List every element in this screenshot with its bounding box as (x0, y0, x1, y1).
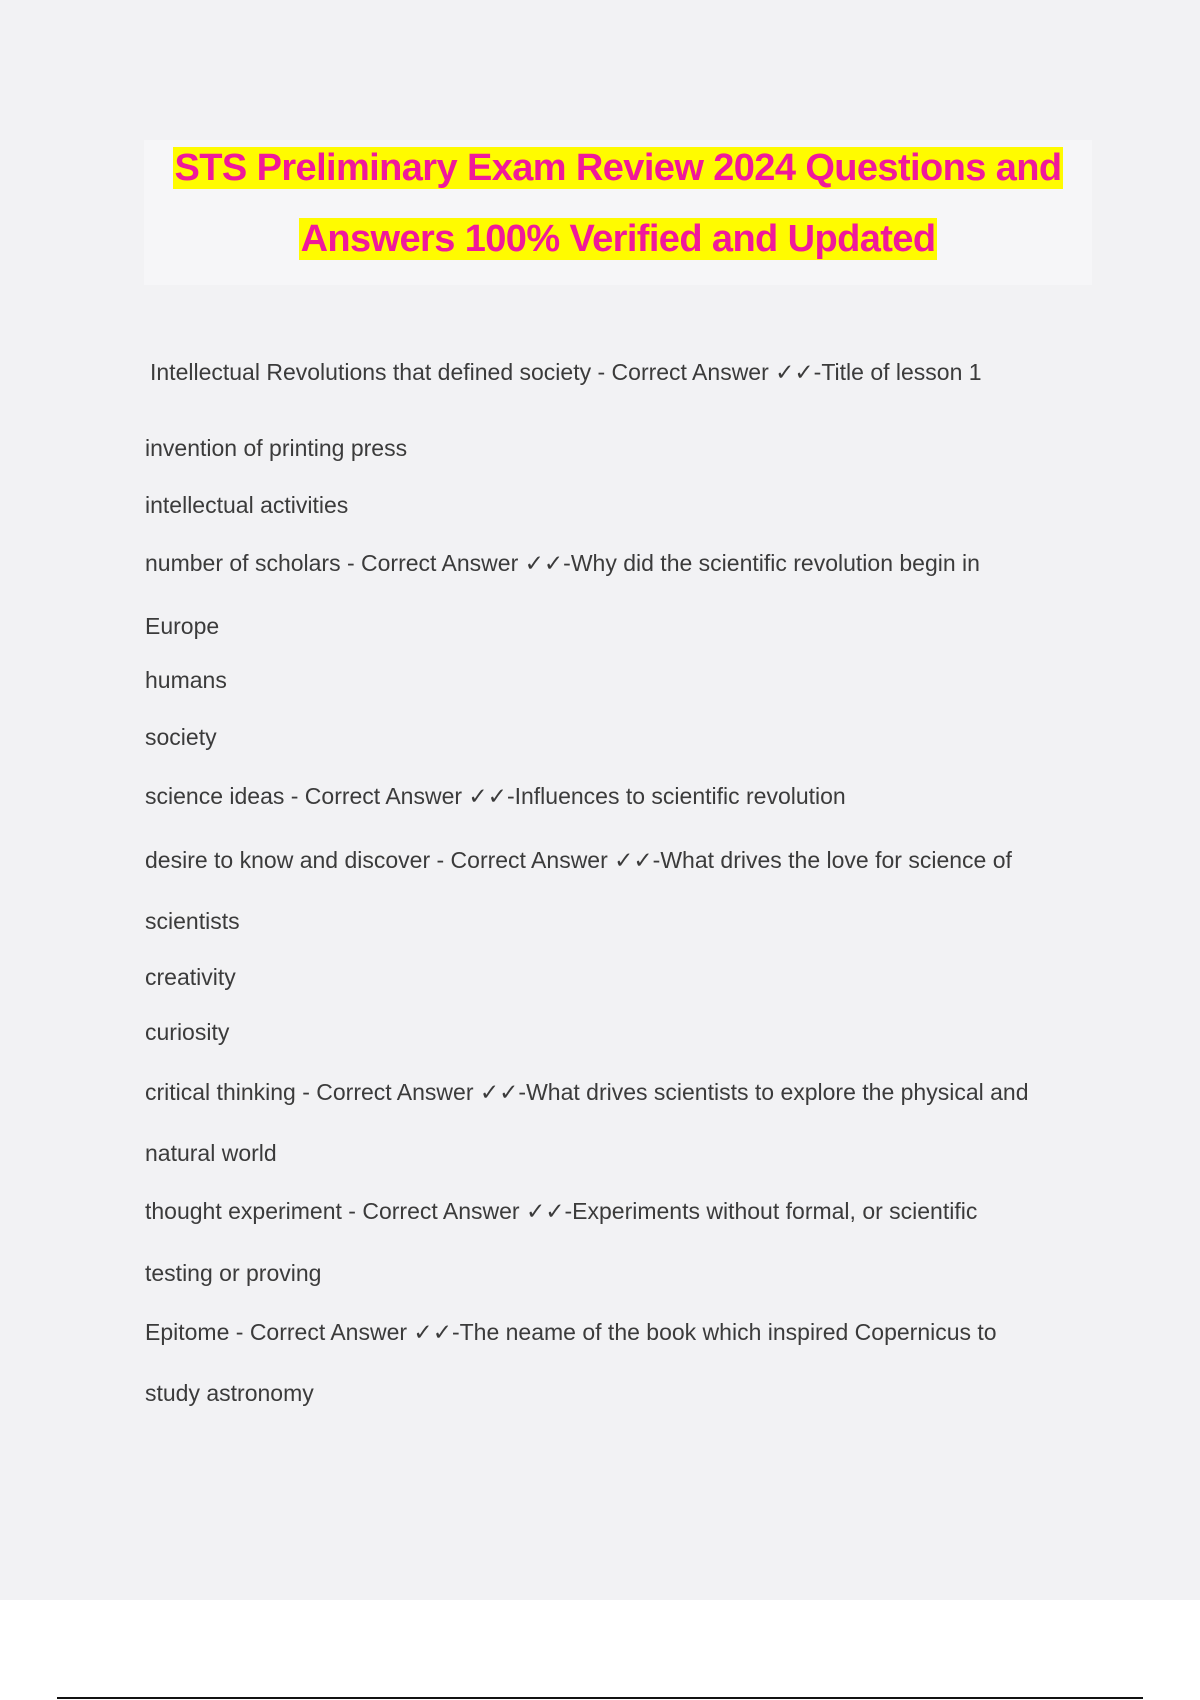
text-line: Epitome - Correct Answer ✓✓-The neame of the book which inspired Copernicus to (145, 1319, 997, 1345)
footer-rule (57, 1697, 1143, 1699)
text-line: desire to know and discover - Correct Answer ✓✓-What drives the love for science of (145, 847, 1012, 873)
text-line: invention of printing press (145, 435, 408, 461)
text-line: scientists (145, 908, 240, 934)
text-line: society (145, 724, 217, 750)
text-line: Intellectual Revolutions that defined society - Correct Answer ✓✓-Title of lesson 1 (150, 359, 982, 385)
text-line: science ideas - Correct Answer ✓✓-Influences to scientific revolution (145, 783, 846, 809)
text-line: curiosity (145, 1019, 230, 1045)
text-line: study astronomy (145, 1380, 314, 1406)
text-line: thought experiment - Correct Answer ✓✓-Experiments without formal, or scientific (145, 1198, 978, 1224)
text-line: Europe (145, 613, 220, 639)
text-line: intellectual activities (145, 492, 349, 518)
text-line: critical thinking - Correct Answer ✓✓-What drives scientists to explore the physical and (145, 1079, 1029, 1105)
text-line: testing or proving (145, 1260, 322, 1286)
title-line-2: Answers 100% Verified and Updated (300, 218, 936, 260)
text-line: humans (145, 667, 227, 693)
text-line: creativity (145, 964, 236, 990)
title-line-1: STS Preliminary Exam Review 2024 Questions and (174, 147, 1062, 189)
text-line: number of scholars - Correct Answer ✓✓-Why did the scientific revolution begin in (145, 550, 980, 576)
document-title (144, 140, 1092, 285)
text-line: natural world (145, 1140, 277, 1166)
